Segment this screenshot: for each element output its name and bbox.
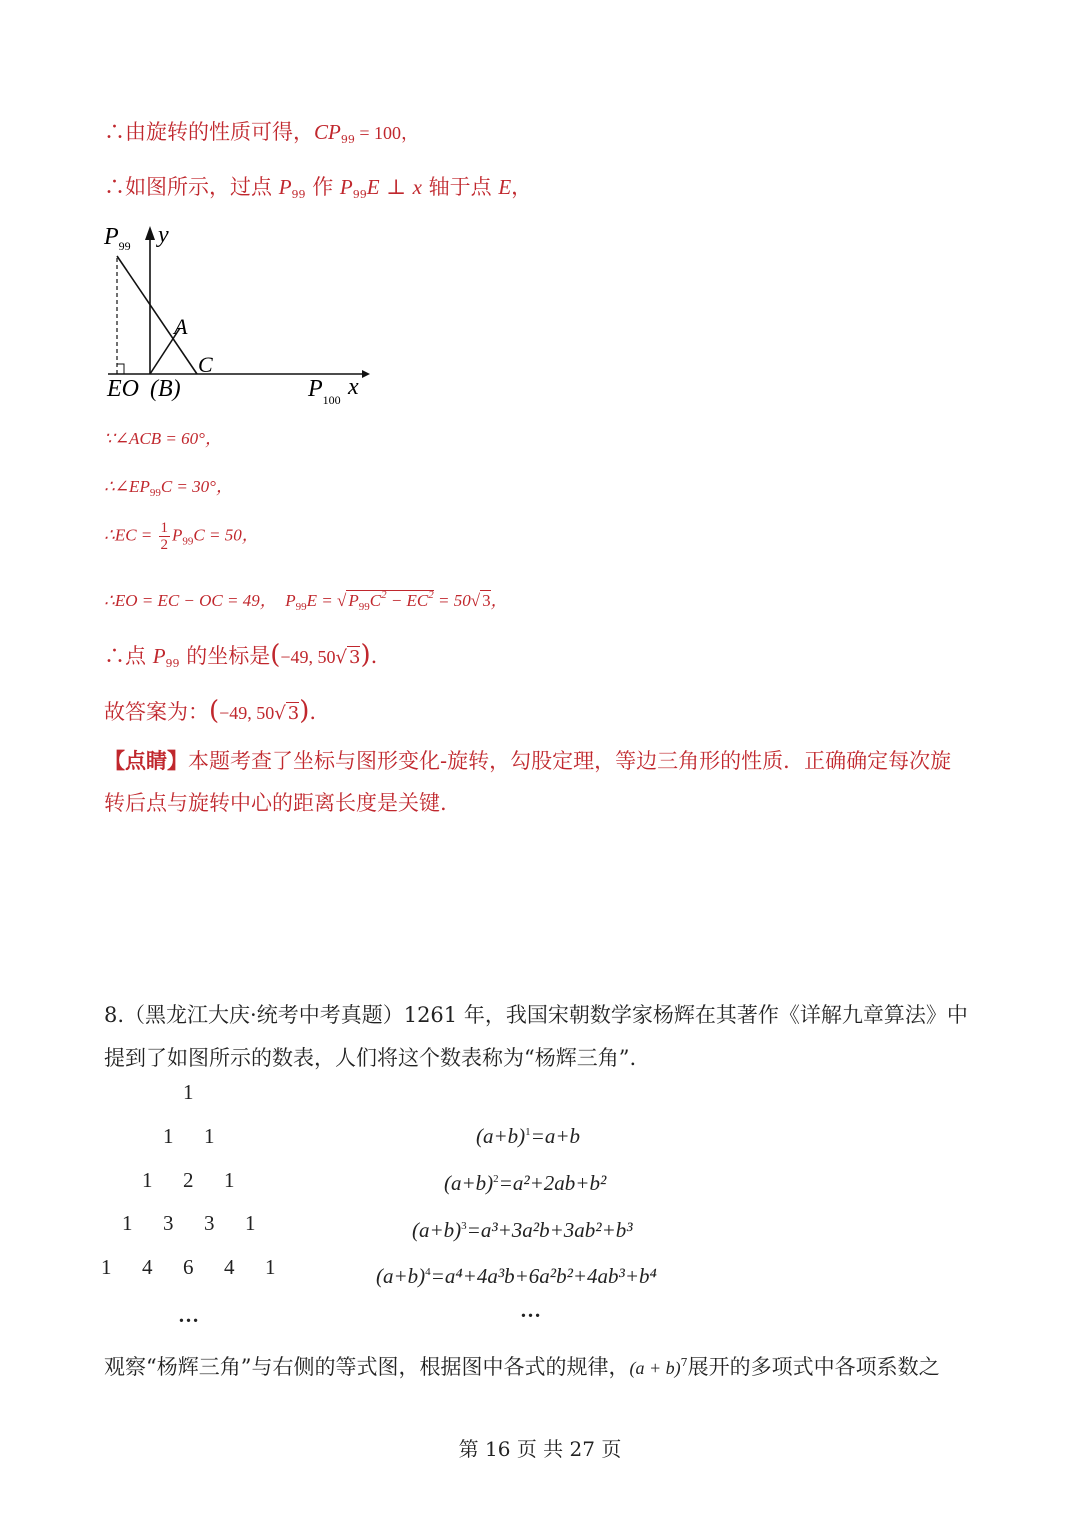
- right-paren: ): [299, 696, 310, 726]
- math-expr: C = 50，: [193, 525, 259, 545]
- text-segment: 展开的多项式中各项系数之: [687, 1355, 940, 1379]
- math-expr: ∴∠EP: [104, 477, 150, 496]
- equation-rhs: =a³+3a²b+3ab²+b³: [466, 1218, 633, 1242]
- equation-rhs: =a²+2ab+b²: [498, 1171, 607, 1195]
- x-axis-arrow-icon: [362, 370, 370, 378]
- note-line-2: 转后点与旋转中心的距离长度是关键.: [104, 791, 447, 815]
- right-angle-mark: [117, 364, 124, 374]
- equation-rhs: =a⁴+4a³b+6a²b²+4ab³+b⁴: [430, 1264, 657, 1288]
- subscript: 99: [182, 535, 194, 548]
- math-expr: ，: [490, 591, 508, 610]
- numerator: 1: [160, 520, 169, 536]
- solution-line-8: [104, 696, 316, 729]
- superscript: 2: [381, 589, 387, 601]
- math-expr: C = 30°，: [160, 477, 233, 496]
- solution-line-7: [104, 640, 377, 679]
- math-expr: P: [348, 591, 359, 610]
- math-expr: −49, 50: [219, 703, 275, 723]
- text-segment: ∴点: [104, 644, 153, 668]
- text-segment: ∴由旋转的性质可得，: [104, 120, 314, 144]
- math-expr: P: [285, 591, 296, 610]
- fraction: [159, 520, 171, 553]
- subscript: 99: [340, 133, 355, 146]
- label-x: x: [348, 374, 359, 400]
- equation-lhs: (a+b): [444, 1171, 494, 1195]
- solution-line-1: [104, 117, 419, 155]
- question-line-3: [104, 1348, 940, 1383]
- note-line-1: [104, 746, 951, 776]
- sqrt-icon: √: [335, 647, 347, 668]
- triangle-cell: 1: [224, 1168, 235, 1192]
- subscript: 99: [149, 487, 161, 499]
- note-text: 本题考查了坐标与图形变化-旋转，勾股定理，等边三角形的性质．正确确定每次旋: [188, 749, 952, 773]
- radicand: 3: [349, 647, 361, 668]
- left-paren: (: [270, 640, 281, 670]
- label-y: y: [158, 222, 169, 248]
- solution-line-4: [104, 472, 233, 499]
- label-c: C: [198, 352, 213, 377]
- math-expr: (a + b): [629, 1358, 681, 1378]
- math-expr: = 50: [433, 591, 471, 610]
- solution-line-3: ∵∠ACB = 60°，: [104, 429, 222, 448]
- triangle-cell: 4: [224, 1255, 235, 1279]
- triangle-cell: 6: [183, 1255, 194, 1279]
- math-expr: E: [366, 175, 380, 199]
- radicand: 3: [482, 591, 491, 610]
- solution-line-2: [104, 172, 532, 210]
- triangle-ellipsis: …: [178, 1303, 199, 1327]
- equations-ellipsis: …: [520, 1298, 541, 1322]
- text-segment: 观察“杨辉三角”与右侧的等式图，根据图中各式的规律，: [104, 1355, 630, 1379]
- superscript: 4: [425, 1266, 431, 1278]
- text-segment: 的坐标是: [179, 644, 271, 668]
- sqrt-icon: √: [336, 591, 347, 610]
- subscript: 99: [291, 188, 306, 201]
- triangle-cell: 3: [204, 1211, 215, 1235]
- math-expr: P: [278, 175, 292, 199]
- math-expr: ∴EC =: [104, 525, 157, 545]
- sqrt-icon: √: [274, 703, 286, 724]
- triangle-cell: 1: [183, 1080, 194, 1104]
- label-p99: $P_{99}$: [104, 224, 131, 253]
- radicand: [346, 589, 434, 613]
- subscript: 99: [165, 657, 180, 670]
- triangle-cell: 1: [163, 1124, 174, 1148]
- rotation-figure: [100, 218, 370, 410]
- text-segment: 故答案为：: [104, 700, 209, 724]
- equation-3: [412, 1218, 633, 1243]
- equation-lhs: (a+b): [476, 1124, 526, 1148]
- question-line-1: 8.（黑龙江大庆·统考中考真题）1261 年，我国宋朝数学家杨辉在其著作《详解九章算法》中: [104, 1003, 968, 1027]
- radicand: 3: [287, 703, 300, 724]
- label-p100: $P_{100}$: [308, 376, 341, 407]
- math-expr: E =: [306, 591, 337, 610]
- math-expr: ⊥: [379, 175, 413, 199]
- math-expr: = 100，: [354, 123, 419, 143]
- superscript: 3: [461, 1220, 467, 1232]
- subscript: 99: [295, 601, 307, 613]
- y-axis-arrow-icon: [145, 226, 155, 240]
- triangle-cell: 1: [122, 1211, 133, 1235]
- math-expr: P: [339, 175, 353, 199]
- math-expr: x: [412, 175, 422, 199]
- text-segment: .: [309, 700, 317, 724]
- text-segment: 轴于点: [421, 175, 499, 199]
- superscript: 2: [493, 1173, 499, 1185]
- triangle-cell: 1: [101, 1255, 112, 1279]
- text-segment: .: [370, 644, 378, 668]
- triangle-cell: 1: [204, 1124, 215, 1148]
- triangle-cell: 2: [183, 1168, 194, 1192]
- triangle-cell: 1: [265, 1255, 276, 1279]
- left-paren: (: [209, 696, 220, 726]
- label-b: (B): [150, 376, 181, 402]
- superscript: 1: [525, 1126, 531, 1138]
- text-segment: ∴如图所示，过点: [104, 175, 279, 199]
- solution-line-6: [104, 586, 508, 613]
- superscript: 2: [428, 589, 434, 601]
- triangle-cell: 3: [163, 1211, 174, 1235]
- right-paren: ): [360, 640, 371, 670]
- label-eo: EO: [107, 376, 139, 402]
- text-segment: 作: [305, 175, 340, 199]
- superscript: 7: [680, 1356, 688, 1369]
- math-expr: ∴EO = EC − OC = 49，: [104, 591, 277, 610]
- math-expr: −49, 50: [280, 647, 336, 667]
- question-line-2: 提到了如图所示的数表，人们将这个数表称为“杨辉三角”.: [104, 1046, 637, 1070]
- equation-1: [476, 1124, 580, 1149]
- math-expr: CP: [314, 120, 341, 144]
- triangle-cell: 1: [245, 1211, 256, 1235]
- equation-2: [444, 1171, 606, 1196]
- label-a: A: [174, 314, 188, 339]
- subscript: 99: [358, 601, 370, 613]
- sqrt-icon: √: [470, 591, 481, 610]
- subscript: 99: [352, 188, 367, 201]
- equation-rhs: =a+b: [530, 1124, 581, 1148]
- solution-line-5: [104, 520, 259, 553]
- triangle-cell: 4: [142, 1255, 153, 1279]
- math-expr: − EC: [386, 591, 429, 610]
- equation-4: [376, 1264, 657, 1289]
- math-expr: P: [152, 644, 166, 668]
- denominator: 2: [160, 537, 169, 553]
- text-segment: ，: [511, 175, 533, 199]
- page-footer: 第 16 页 共 27 页: [458, 1437, 622, 1461]
- math-expr: E: [498, 175, 512, 199]
- equation-lhs: (a+b): [376, 1264, 426, 1288]
- math-expr: C: [369, 591, 382, 610]
- equation-lhs: (a+b): [412, 1218, 462, 1242]
- math-expr: P: [172, 525, 183, 545]
- note-label: 【点睛】: [104, 748, 188, 773]
- triangle-cell: 1: [142, 1168, 153, 1192]
